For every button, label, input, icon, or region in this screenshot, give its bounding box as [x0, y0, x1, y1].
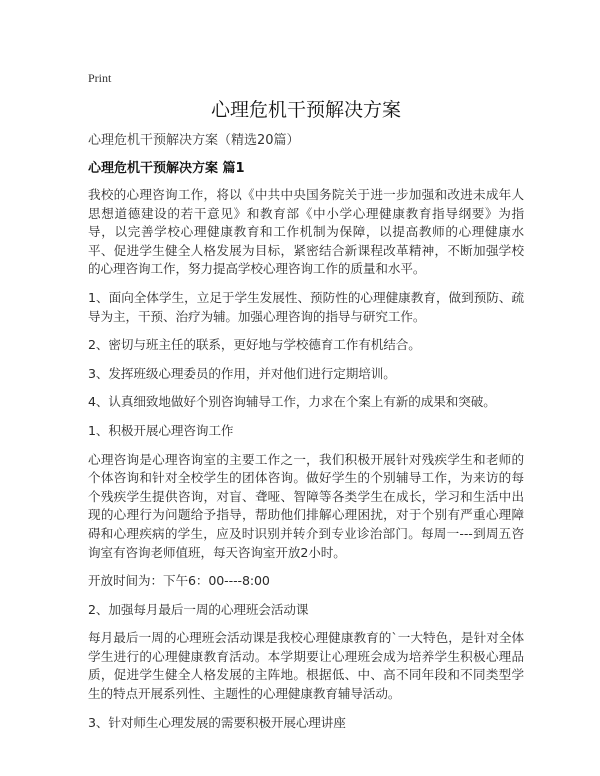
- subheading-lectures: 3、针对师生心理发展的需要积极开展心理讲座: [88, 714, 346, 730]
- paragraph-counseling: 心理咨询是心理咨询室的主要工作之一，我们积极开展针对残疾学生和老师的个体咨询和针对全校学生的团体咨询。做好学生的个别辅导工作，为来访的每个残疾学生提供咨询，对盲、聋哑、智障等各类学生在成长，学习和生活中出现的心理行为问题给予指导，帮助他们排解心理困扰，对于个别有严重心理障碍和心理疾病的学生，应及时识别并转介到专业诊治部门。每周一---到周五咨询室有咨询老师值班，每天咨询室开放2小时。: [88, 451, 524, 560]
- document-title: 心理危机干预解决方案: [210, 99, 401, 121]
- paragraph-goal-2: 2、密切与班主任的联系，更好地与学校德育工作有机结合。: [88, 337, 421, 353]
- subheading-class-meeting: 2、加强每月最后一周的心理班会活动课: [88, 601, 309, 617]
- paragraph-intro: 我校的心理咨询工作，将以《中共中央国务院关于进一步加强和改进未成年人思想道德建设的若干意见》和教育部《中小学心理健康教育指导纲要》为指导，以完善学校心理健康教育和工作机制为保障，以提高教师的心理健康水平、促进学生健全人格发展为目标，紧密结合新课程改革精神，不断加强学校的心理咨询工作，努力提高学校心理咨询工作的质量和水平。: [88, 187, 524, 277]
- paragraph-goal-3: 3、发挥班级心理委员的作用，并对他们进行定期培训。: [88, 365, 396, 381]
- paragraph-goal-4: 4、认真细致地做好个别咨询辅导工作，力求在个案上有新的成果和突破。: [88, 394, 496, 410]
- paragraph-class-meeting: 每月最后一周的心理班会活动课是我校心理健康教育的`一大特色，是针对全体学生进行的心理健康教育活动。本学期要让心理班会成为培养学生积极心理品质，促进学生健全人格发展的主阵地。根据低、中、高不同年段和不同类型学生的特点开展系列性、主题性的心理健康教育辅导活动。: [88, 630, 524, 702]
- document-subtitle: 心理危机干预解决方案（精选20篇）: [88, 133, 300, 148]
- paragraph-goal-1: 1、面向全体学生，立足于学生发展性、预防性的心理健康教育，做到预防、疏导为主，干预、治疗为辅。加强心理咨询的指导与研究工作。: [88, 289, 524, 324]
- section-heading: 心理危机干预解决方案 篇1: [88, 161, 245, 176]
- document-page: [88, 70, 524, 742]
- print-label: Print: [88, 71, 112, 85]
- paragraph-open-hours: 开放时间为：下午6：00----8:00: [88, 573, 270, 589]
- subheading-counseling: 1、积极开展心理咨询工作: [88, 422, 234, 438]
